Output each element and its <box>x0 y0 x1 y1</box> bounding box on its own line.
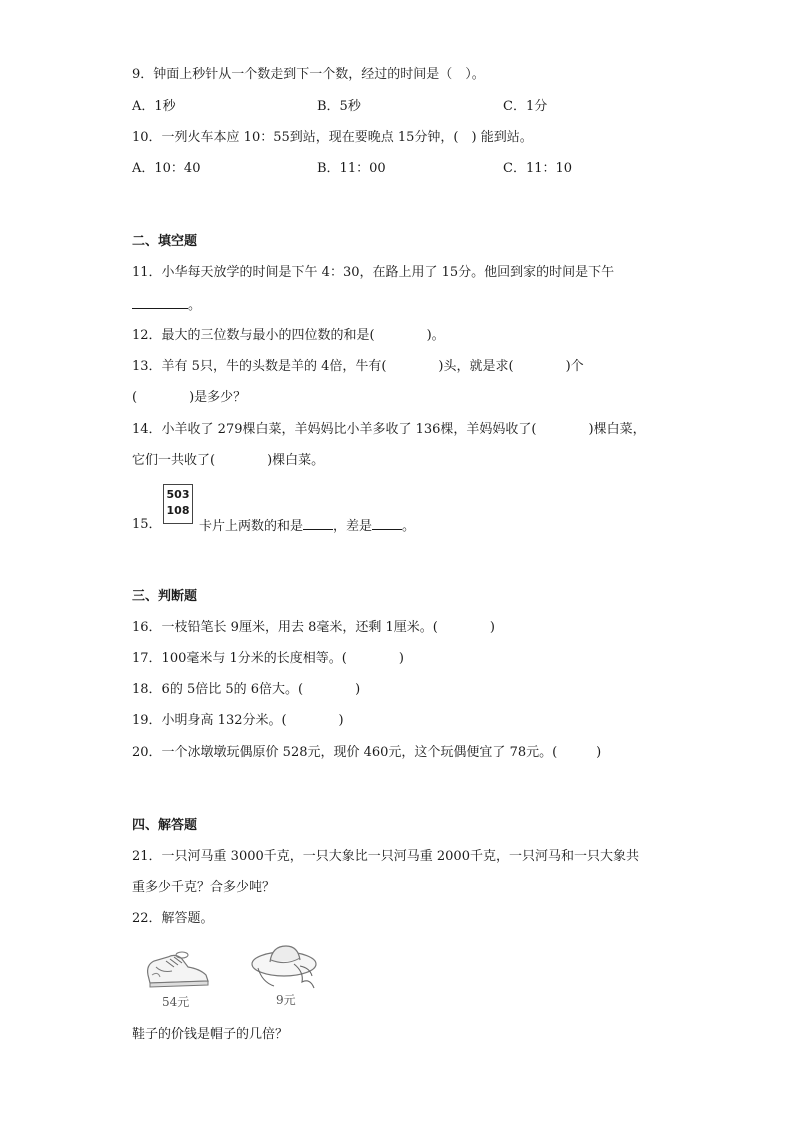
hat-icon <box>248 938 324 996</box>
q9-option-c: C．1分 <box>503 99 548 114</box>
q10-option-a: A．10：40 <box>132 161 201 176</box>
question-22-title: 22．解答题。 <box>132 911 214 926</box>
hat-price: 9元 <box>276 993 296 1007</box>
q10-option-b: B．11：00 <box>317 161 386 176</box>
q10-option-c: C．11：10 <box>503 161 573 176</box>
question-22-prompt: 鞋子的价钱是帽子的几倍？ <box>132 1027 289 1042</box>
question-18: 18．6的 5倍比 5的 6倍大。( ) <box>132 682 361 697</box>
number-card <box>163 484 193 524</box>
q11-tail: 。 <box>188 298 202 313</box>
q15-text-sum: 卡片上两数的和是 <box>199 519 304 534</box>
q15-text-diff: ，差是 <box>333 519 373 534</box>
section-fill-in-heading: 二、填空题 <box>132 234 198 249</box>
section-solve-heading: 四、解答题 <box>132 818 198 833</box>
question-11: 11．小华每天放学的时间是下午 4：30，在路上用了 15分。他回到家的时间是下午 <box>132 265 615 280</box>
q9-option-a: A．1秒 <box>132 99 176 114</box>
question-16: 16．一枝铅笔长 9厘米，用去 8毫米，还剩 1厘米。( ) <box>132 620 495 635</box>
question-9: 9．钟面上秒针从一个数走到下一个数，经过的时间是（ ）。 <box>132 67 485 82</box>
question-10: 10．一列火车本应 10：55到站，现在要晚点 15分钟，( ) 能到站。 <box>132 130 533 145</box>
question-12: 12．最大的三位数与最小的四位数的和是( )。 <box>132 328 445 343</box>
question-15-text <box>199 517 415 535</box>
question-14-line2: 它们一共收了( )棵白菜。 <box>132 453 325 468</box>
question-20: 20．一个冰墩墩玩偶原价 528元，现价 460元，这个玩偶便宜了 78元。( ) <box>132 745 602 760</box>
question-13-line1: 13．羊有 5只，牛的头数是羊的 4倍，牛有( )头，就是求( )个 <box>132 359 584 374</box>
card-bottom-number: 108 <box>166 504 190 517</box>
question-14-line1: 14．小羊收了 279棵白菜，羊妈妈比小羊多收了 136棵，羊妈妈收了( )棵白菜， <box>132 422 646 437</box>
q15-text-end: 。 <box>402 519 416 534</box>
section-true-false-heading: 三、判断题 <box>132 589 198 604</box>
question-11-answer-line <box>132 296 201 314</box>
question-21-line1: 21．一只河马重 3000千克，一只大象比一只河马重 2000千克，一只河马和一只大象共 <box>132 849 639 864</box>
shoe-icon <box>142 945 214 991</box>
question-13-line2: ( )是多少？ <box>132 390 247 405</box>
answer-blank[interactable] <box>132 296 188 309</box>
question-15-number: 15． <box>132 517 162 532</box>
q9-option-b: B．5秒 <box>317 99 361 114</box>
question-21-line2: 重多少千克？合多少吨？ <box>132 880 276 895</box>
card-top-number: 503 <box>166 488 190 501</box>
question-17: 17．100毫米与 1分米的长度相等。( ) <box>132 651 404 666</box>
shoe-price: 54元 <box>162 995 190 1009</box>
difference-blank[interactable] <box>372 517 402 530</box>
question-19: 19．小明身高 132分米。( ) <box>132 713 344 728</box>
sum-blank[interactable] <box>303 517 333 530</box>
